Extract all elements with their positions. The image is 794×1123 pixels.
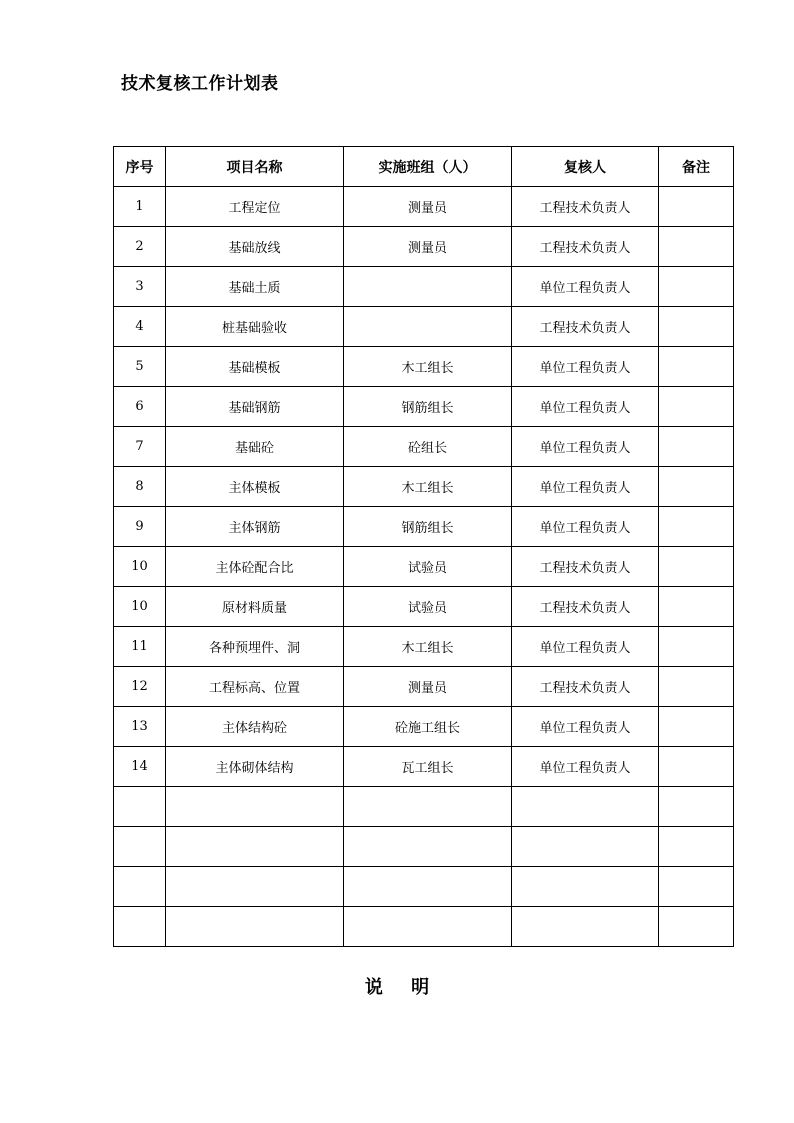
cell-item-name [166,787,344,827]
cell-reviewer [512,827,659,867]
cell-seq: 7 [114,427,166,467]
cell-reviewer: 工程技术负责人 [512,667,659,707]
table-row [114,747,734,787]
cell-team [344,787,512,827]
header-seq: 序号 [114,147,166,187]
header-team: 实施班组（人） [344,147,512,187]
cell-item-name: 主体砌体结构 [166,747,344,787]
table-row [114,227,734,267]
cell-reviewer [512,867,659,907]
cell-seq: 3 [114,267,166,307]
cell-team: 木工组长 [344,627,512,667]
cell-item-name: 基础砼 [166,427,344,467]
cell-team: 木工组长 [344,347,512,387]
cell-remarks [659,427,734,467]
table-row [114,707,734,747]
cell-team: 砼组长 [344,427,512,467]
header-item-name: 项目名称 [166,147,344,187]
cell-item-name: 工程标高、位置 [166,667,344,707]
cell-item-name [166,907,344,947]
cell-item-name [166,827,344,867]
explanation-heading: 说 明 [364,977,430,998]
cell-reviewer: 单位工程负责人 [512,507,659,547]
cell-seq: 12 [114,667,166,707]
table-row [114,787,734,827]
cell-item-name: 主体模板 [166,467,344,507]
cell-seq: 14 [114,747,166,787]
cell-reviewer: 单位工程负责人 [512,707,659,747]
cell-seq: 2 [114,227,166,267]
table-row [114,467,734,507]
document-title: 技术复核工作计划表 [121,74,279,94]
header-reviewer: 复核人 [512,147,659,187]
cell-item-name: 原材料质量 [166,587,344,627]
cell-seq: 10 [114,547,166,587]
cell-item-name: 基础土质 [166,267,344,307]
cell-remarks [659,347,734,387]
cell-reviewer: 单位工程负责人 [512,267,659,307]
cell-remarks [659,867,734,907]
cell-seq: 8 [114,467,166,507]
cell-reviewer: 工程技术负责人 [512,307,659,347]
cell-remarks [659,507,734,547]
cell-team: 测量员 [344,667,512,707]
cell-reviewer: 单位工程负责人 [512,747,659,787]
cell-team [344,267,512,307]
cell-seq [114,827,166,867]
cell-item-name: 工程定位 [166,187,344,227]
cell-reviewer: 单位工程负责人 [512,427,659,467]
cell-remarks [659,387,734,427]
cell-remarks [659,827,734,867]
cell-remarks [659,667,734,707]
cell-item-name: 基础钢筋 [166,387,344,427]
cell-remarks [659,227,734,267]
cell-seq: 6 [114,387,166,427]
table-row [114,187,734,227]
table-row [114,347,734,387]
cell-reviewer: 工程技术负责人 [512,547,659,587]
cell-team: 试验员 [344,587,512,627]
cell-remarks [659,547,734,587]
table-row [114,827,734,867]
cell-team: 木工组长 [344,467,512,507]
cell-team: 瓦工组长 [344,747,512,787]
table-header-row [114,147,734,187]
cell-seq: 5 [114,347,166,387]
cell-remarks [659,587,734,627]
cell-item-name: 桩基础验收 [166,307,344,347]
cell-seq: 13 [114,707,166,747]
cell-item-name: 各种预埋件、洞 [166,627,344,667]
cell-reviewer [512,787,659,827]
cell-remarks [659,787,734,827]
cell-team [344,827,512,867]
cell-reviewer [512,907,659,947]
cell-seq [114,787,166,827]
review-plan-table [113,146,734,947]
cell-team: 测量员 [344,187,512,227]
cell-seq: 10 [114,587,166,627]
cell-remarks [659,907,734,947]
table-row [114,387,734,427]
table-row [114,507,734,547]
cell-team [344,907,512,947]
cell-reviewer: 单位工程负责人 [512,627,659,667]
cell-item-name: 主体钢筋 [166,507,344,547]
cell-remarks [659,627,734,667]
cell-item-name [166,867,344,907]
cell-seq: 11 [114,627,166,667]
table-row [114,547,734,587]
cell-team: 钢筋组长 [344,387,512,427]
cell-remarks [659,267,734,307]
cell-team: 钢筋组长 [344,507,512,547]
table-row [114,587,734,627]
cell-remarks [659,467,734,507]
cell-team [344,867,512,907]
cell-item-name: 主体结构砼 [166,707,344,747]
cell-reviewer: 工程技术负责人 [512,587,659,627]
cell-remarks [659,307,734,347]
cell-team: 测量员 [344,227,512,267]
cell-team: 试验员 [344,547,512,587]
cell-reviewer: 单位工程负责人 [512,387,659,427]
cell-seq [114,867,166,907]
cell-team [344,307,512,347]
cell-remarks [659,707,734,747]
cell-reviewer: 工程技术负责人 [512,187,659,227]
cell-team: 砼施工组长 [344,707,512,747]
header-remarks: 备注 [659,147,734,187]
cell-remarks [659,747,734,787]
cell-reviewer: 单位工程负责人 [512,347,659,387]
cell-seq: 1 [114,187,166,227]
cell-seq [114,907,166,947]
table-row [114,427,734,467]
table-row [114,267,734,307]
table-row [114,307,734,347]
cell-remarks [659,187,734,227]
table-body [114,187,734,947]
table-row [114,867,734,907]
table-row [114,907,734,947]
cell-reviewer: 单位工程负责人 [512,467,659,507]
cell-item-name: 基础放线 [166,227,344,267]
table-row [114,667,734,707]
cell-item-name: 主体砼配合比 [166,547,344,587]
cell-reviewer: 工程技术负责人 [512,227,659,267]
cell-item-name: 基础模板 [166,347,344,387]
cell-seq: 4 [114,307,166,347]
cell-seq: 9 [114,507,166,547]
table-row [114,627,734,667]
